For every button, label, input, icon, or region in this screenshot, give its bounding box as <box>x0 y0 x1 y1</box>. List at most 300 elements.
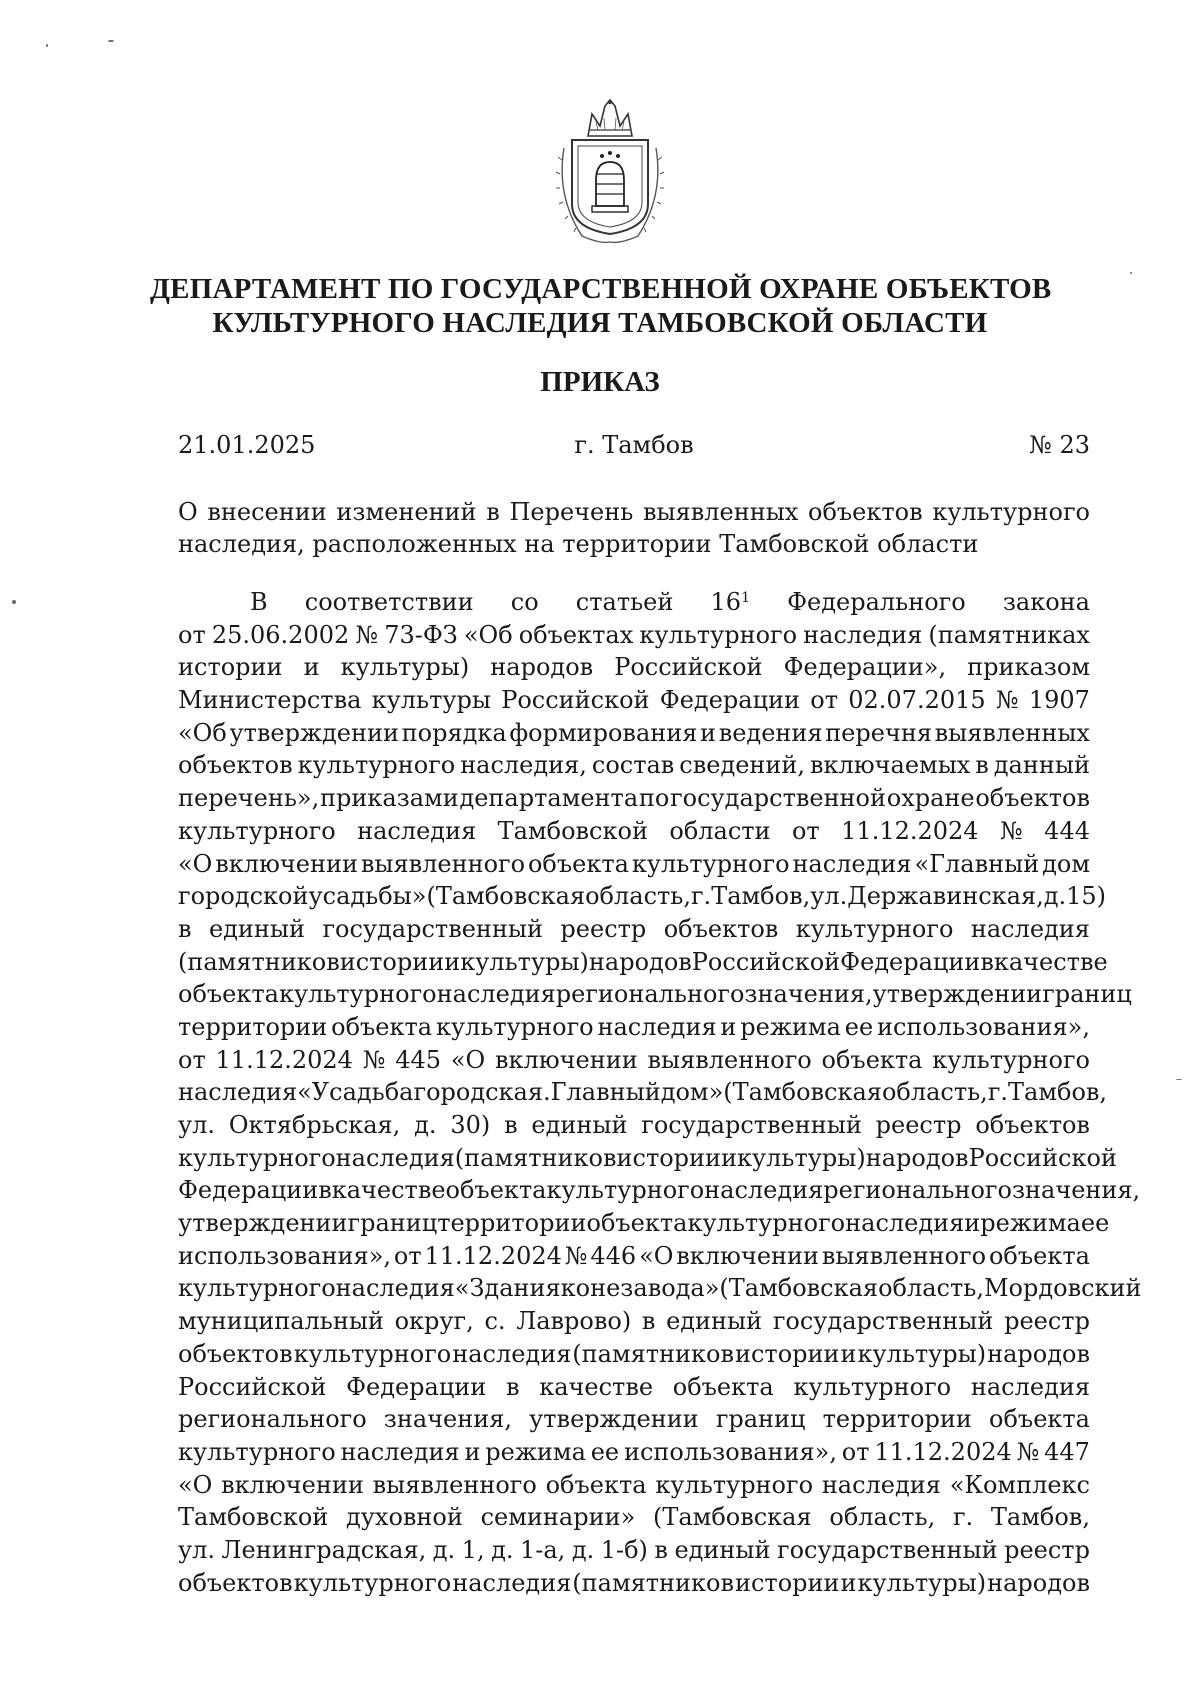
body-line <box>178 1567 1090 1600</box>
word: наследия <box>357 816 477 845</box>
word: значения, <box>1011 1176 1141 1205</box>
body-line <box>178 586 1090 619</box>
word: выявленных <box>642 498 799 526</box>
word: семинарии» <box>480 1503 636 1532</box>
subject-line <box>178 496 1090 528</box>
word: объектов <box>975 1111 1090 1139</box>
word: муниципальный <box>178 1307 384 1336</box>
word: порядка <box>401 718 507 747</box>
word: народов <box>588 947 692 976</box>
word: области <box>877 530 979 558</box>
word: внесении <box>207 498 327 526</box>
word: выявленных <box>934 718 1090 747</box>
word: реестр <box>560 914 647 943</box>
word: объекта <box>527 849 629 878</box>
word: в <box>975 751 989 780</box>
word: «Здания <box>454 1274 561 1303</box>
word: от <box>791 816 820 845</box>
scan-speck <box>108 40 114 42</box>
word: культуры <box>371 686 491 715</box>
subject-line <box>178 528 1090 560</box>
word: культуры) <box>857 1568 987 1597</box>
word: в <box>506 1372 520 1401</box>
body-line <box>178 1272 1142 1305</box>
word: в <box>486 498 500 526</box>
word: на <box>524 530 555 558</box>
word: территории <box>822 1405 972 1434</box>
word: $16^1$ <box>710 588 750 616</box>
word: истории <box>616 1143 722 1172</box>
word: 1, <box>461 1535 485 1564</box>
word: выявленного <box>647 1045 812 1074</box>
word: культурного <box>178 1143 336 1172</box>
word: культурного <box>293 1339 452 1368</box>
word: 11.12.2024 <box>874 1437 1012 1466</box>
word: культурного <box>687 1209 846 1238</box>
word: наследия <box>178 1078 298 1107</box>
document-type-title: ПРИКАЗ <box>540 366 660 398</box>
body-line <box>178 978 1132 1011</box>
word: и <box>444 947 461 976</box>
body-line <box>178 782 1090 815</box>
department-heading-line2: КУЛЬТУРНОГО НАСЛЕДИЯ ТАМБОВСКОЙ ОБЛАСТИ <box>212 307 988 339</box>
word: наследия <box>821 1470 941 1499</box>
word: включении <box>215 849 358 878</box>
word: «О <box>178 1470 213 1499</box>
department-heading <box>150 272 1050 340</box>
body-line <box>178 619 1090 652</box>
word: территории <box>437 1209 587 1238</box>
word: духовной <box>346 1503 463 1532</box>
word: Российской <box>178 1372 327 1401</box>
word: культурного <box>435 1012 594 1041</box>
word: д. <box>432 1535 456 1564</box>
word: наследия <box>792 849 912 878</box>
word: наследия <box>335 1143 455 1172</box>
word: Тамбовской <box>719 530 870 558</box>
word: народов <box>987 1339 1090 1368</box>
word: объекта <box>178 980 279 1009</box>
word: д. <box>491 1535 514 1564</box>
word: культурного <box>546 1176 705 1205</box>
word: культурного <box>639 620 798 649</box>
word: перечень», <box>178 784 320 813</box>
word: департамента <box>459 784 639 813</box>
word: дом <box>1042 849 1090 878</box>
word: Ленинградская, <box>221 1535 427 1564</box>
word: в <box>318 1176 332 1205</box>
word: культурного <box>932 498 1090 526</box>
word: области <box>669 816 771 845</box>
tambov-coat-of-arms-icon <box>550 96 670 246</box>
word: Лаврово) <box>516 1307 632 1336</box>
body-line <box>178 1076 1108 1109</box>
word: 1907 <box>1028 686 1090 715</box>
word: культурного <box>178 1437 336 1466</box>
word: объектов <box>975 784 1090 813</box>
word: Тамбов, <box>711 882 811 911</box>
word: Федерации <box>178 1176 319 1205</box>
word: (Тамбовская <box>719 1274 879 1303</box>
word: в <box>641 1307 656 1336</box>
word: Федерального <box>787 588 966 616</box>
word: соответствии <box>304 588 474 616</box>
word: объекта <box>988 1241 1090 1270</box>
word: территории <box>562 530 712 558</box>
word: Перечень <box>509 498 634 526</box>
word: и <box>721 1143 738 1172</box>
word: закона <box>1002 588 1090 616</box>
word: значения, <box>383 1405 513 1434</box>
word: культурного <box>297 751 456 780</box>
body-line <box>178 1142 1117 1175</box>
word: (памятников <box>454 1143 617 1172</box>
word: объектов <box>808 498 923 526</box>
word: утверждении <box>529 1405 699 1434</box>
body-line <box>178 1371 1090 1404</box>
word: 446 <box>590 1241 637 1270</box>
word: культурного <box>795 914 954 943</box>
word: «О <box>639 1241 674 1270</box>
word: формирования <box>509 718 698 747</box>
word: Державинская, <box>847 882 1044 911</box>
word: (Тамбовская <box>723 1078 882 1107</box>
word: сведений, <box>679 751 806 780</box>
word: (Тамбовская <box>652 1503 812 1532</box>
word: 1-а, <box>519 1535 566 1564</box>
word: выявленного <box>821 1241 987 1270</box>
word: народов <box>865 1143 969 1172</box>
word: и <box>964 1209 981 1238</box>
word: расположенных <box>312 530 517 558</box>
body-line <box>178 1207 1110 1240</box>
scan-speck <box>46 44 48 47</box>
body-line <box>178 1109 1090 1142</box>
word: наследия <box>970 1372 1090 1401</box>
word: от <box>178 1045 206 1074</box>
body-line <box>178 946 1108 979</box>
word: объектов <box>663 914 779 943</box>
word: объекта <box>821 1045 923 1074</box>
word: культурного <box>178 816 336 845</box>
word: объекта <box>331 1012 433 1041</box>
word: 11.12.2024 <box>841 816 979 845</box>
word: в <box>504 1111 518 1139</box>
body-line <box>178 1305 1090 1338</box>
word: ул. <box>178 1535 215 1564</box>
word: г. <box>690 882 712 911</box>
word: ул. <box>178 1111 215 1139</box>
word: статьей <box>575 588 674 616</box>
word: культуры) <box>340 653 470 682</box>
word: № <box>1000 816 1023 845</box>
word: 445 <box>395 1045 442 1074</box>
word: конезавода» <box>560 1274 720 1303</box>
word: культурного <box>278 980 437 1009</box>
word: режима <box>980 1209 1081 1238</box>
word: д. <box>1043 882 1067 911</box>
word: культурного <box>655 1470 814 1499</box>
word: дом» <box>660 1078 724 1107</box>
word: № <box>564 1241 588 1270</box>
word: (памятниках <box>928 620 1090 649</box>
word: Тамбов, <box>990 1503 1090 1532</box>
word: «Об <box>178 718 227 747</box>
word: приказом <box>967 653 1090 682</box>
body-line <box>178 684 1090 717</box>
word: «Усадьба <box>297 1078 414 1107</box>
word: Тамбов, <box>1008 1078 1108 1107</box>
word: № <box>1016 1437 1040 1466</box>
body-line <box>178 1011 1090 1044</box>
word: и <box>720 1012 737 1041</box>
word: 444 <box>1044 816 1090 845</box>
body-line <box>178 651 1090 684</box>
word: Российской <box>501 686 650 715</box>
word: использования», <box>178 1241 391 1270</box>
word: единый <box>666 1307 763 1336</box>
word: Федерации <box>346 1372 487 1401</box>
word: «Главный <box>914 849 1040 878</box>
word: использования», <box>876 1012 1090 1041</box>
word: наследия, <box>178 530 305 558</box>
word: культуры) <box>857 1339 987 1368</box>
word: 11.12.2024 <box>424 1241 562 1270</box>
word: в <box>980 947 994 976</box>
word: режима <box>740 1012 841 1041</box>
word: Федерации <box>840 947 981 976</box>
word: наследия <box>335 1274 455 1303</box>
word: (Тамбовская <box>426 882 586 911</box>
word: народов <box>490 653 594 682</box>
word: единый <box>208 914 306 943</box>
word: 1-б) <box>600 1535 648 1564</box>
body-line <box>178 1403 1090 1436</box>
body-line <box>178 1501 1090 1534</box>
word: утверждении <box>872 980 1043 1009</box>
document-date: 21.01.2025 <box>178 431 316 459</box>
word: наследия <box>436 980 556 1009</box>
word: и <box>700 718 717 747</box>
word: границ <box>1042 980 1132 1009</box>
word: реестр <box>1004 1307 1090 1336</box>
word: культурного <box>178 1274 336 1303</box>
word: объекта <box>445 1176 547 1205</box>
word: 15) <box>1066 882 1107 911</box>
word: утверждении <box>178 1209 348 1238</box>
word: 02.07.2015 <box>848 686 986 715</box>
body-line <box>178 717 1090 750</box>
word: Российской <box>968 1143 1117 1172</box>
word: государственный <box>322 914 543 943</box>
word: Мордовский <box>983 1274 1142 1303</box>
word: О <box>178 498 198 526</box>
word: перечня <box>825 718 932 747</box>
word: от <box>810 686 838 715</box>
word: регионального <box>178 1405 367 1434</box>
body-line <box>178 1174 1141 1207</box>
word: от <box>841 1437 870 1466</box>
document-city: г. Тамбов <box>574 431 694 459</box>
word: реестр <box>1004 1535 1090 1564</box>
word: Главный <box>550 1078 661 1107</box>
word: культуры) <box>737 1143 866 1172</box>
word: Российской <box>691 947 841 976</box>
word: включении <box>221 1470 364 1499</box>
word: реестр <box>875 1111 962 1139</box>
word: область, <box>829 1503 936 1532</box>
word: данный <box>993 751 1090 780</box>
word: д. <box>571 1535 595 1564</box>
scan-speck <box>1130 272 1132 274</box>
word: качестве <box>993 947 1108 976</box>
word: область, <box>878 1274 984 1303</box>
word: Тамбовской <box>178 1503 329 1532</box>
word: ведения <box>718 718 823 747</box>
body-line <box>178 913 1090 946</box>
word: от <box>393 1241 422 1270</box>
word: государственный <box>641 1111 862 1139</box>
word: приказами <box>319 784 459 813</box>
word: «Комплекс <box>949 1470 1090 1499</box>
word: государственный <box>777 1535 998 1564</box>
word: (памятников <box>572 1568 735 1597</box>
document-body <box>178 586 1142 1599</box>
word: в <box>178 914 192 943</box>
word: государственный <box>772 1307 994 1336</box>
word: и <box>840 1339 857 1368</box>
word: Октябрьская, <box>228 1111 401 1139</box>
body-line <box>178 1469 1090 1502</box>
word: объекта <box>672 1372 774 1401</box>
word: № <box>995 686 1019 715</box>
body-line <box>178 749 1090 782</box>
word: 11.12.2024 <box>215 1045 353 1074</box>
word: Министерства <box>178 686 362 715</box>
word: «Об <box>463 620 513 649</box>
word: истории <box>734 1568 840 1597</box>
word: культуры) <box>460 947 589 976</box>
word: народов <box>987 1568 1090 1597</box>
word: ее <box>844 1012 874 1041</box>
word: со <box>510 588 539 616</box>
word: границ <box>715 1405 806 1434</box>
document-subject <box>178 496 1090 560</box>
word: область, <box>585 882 691 911</box>
word: выявленного <box>372 1470 537 1499</box>
word: 30) <box>450 1111 491 1139</box>
word: выявленного <box>360 849 526 878</box>
word: истории <box>178 653 283 682</box>
word: режима <box>485 1437 586 1466</box>
word: объектов <box>178 1568 293 1597</box>
word: качестве <box>539 1372 654 1401</box>
word: культурного <box>932 1045 1090 1074</box>
scan-speck <box>1176 1079 1182 1080</box>
word: охране <box>886 784 975 813</box>
word: единый <box>531 1111 628 1139</box>
word: наследия <box>340 1437 460 1466</box>
word: использования», <box>623 1437 837 1466</box>
word: и <box>464 1437 481 1466</box>
document-meta-row <box>178 428 1090 462</box>
word: усадьбы» <box>308 882 427 911</box>
word: с. <box>484 1307 506 1336</box>
word: утверждении <box>229 718 399 747</box>
body-line <box>178 848 1090 881</box>
word: включении <box>676 1241 820 1270</box>
word: регионального <box>823 1176 1012 1205</box>
word: Федерации», <box>783 653 947 682</box>
word: от <box>178 620 206 649</box>
word: (памятников <box>178 947 340 976</box>
word: культурного <box>293 1568 452 1597</box>
word: наследия <box>452 1339 572 1368</box>
word: единый <box>674 1535 771 1564</box>
word: объекта <box>545 1470 647 1499</box>
word: значения, <box>744 980 873 1009</box>
word: (памятников <box>572 1339 735 1368</box>
word: объектах <box>518 620 634 649</box>
body-line <box>178 815 1090 848</box>
scan-speck <box>12 600 16 604</box>
word: наследия <box>597 1012 717 1041</box>
word: истории <box>339 947 445 976</box>
word: наследия <box>452 1568 572 1597</box>
word: 73-ФЗ <box>384 620 458 649</box>
word: городская. <box>413 1078 551 1107</box>
word: В <box>250 588 268 616</box>
body-line <box>178 1436 1090 1469</box>
word: Федерации <box>659 686 800 715</box>
word: объекта <box>586 1209 688 1238</box>
word: округ, <box>394 1307 474 1336</box>
word: объектов <box>178 751 293 780</box>
word: и <box>840 1568 857 1597</box>
word: в <box>654 1535 668 1564</box>
word: регионального <box>555 980 745 1009</box>
word: ее <box>590 1437 620 1466</box>
word: и <box>303 653 320 682</box>
word: Российской <box>614 653 763 682</box>
word: объектов <box>178 1339 293 1368</box>
word: истории <box>734 1339 840 1368</box>
document-number: № 23 <box>1029 431 1090 459</box>
word: ул. <box>810 882 848 911</box>
word: № <box>355 620 379 649</box>
word: культурного <box>793 1372 952 1401</box>
body-line <box>178 1044 1090 1077</box>
word: д. <box>414 1111 437 1139</box>
body-line <box>178 1240 1090 1273</box>
word: наследия <box>845 1209 965 1238</box>
word: Тамбовской <box>497 816 648 845</box>
word: изменений <box>336 498 477 526</box>
word: № <box>362 1045 386 1074</box>
word: г. <box>952 1503 974 1532</box>
word: 25.06.2002 <box>211 620 350 649</box>
word: состав <box>591 751 675 780</box>
body-line <box>178 1534 1090 1567</box>
department-heading-line1: ДЕПАРТАМЕНТ ПО ГОСУДАРСТВЕННОЙ ОХРАНЕ ОБЪЕКТОВ <box>150 273 1052 305</box>
word: государственной <box>670 784 886 813</box>
word: границ <box>347 1209 438 1238</box>
word: 447 <box>1044 1437 1090 1466</box>
word: наследия <box>970 914 1090 943</box>
word: объекта <box>989 1405 1090 1434</box>
word: г. <box>987 1078 1009 1107</box>
word: ее <box>1080 1209 1110 1238</box>
